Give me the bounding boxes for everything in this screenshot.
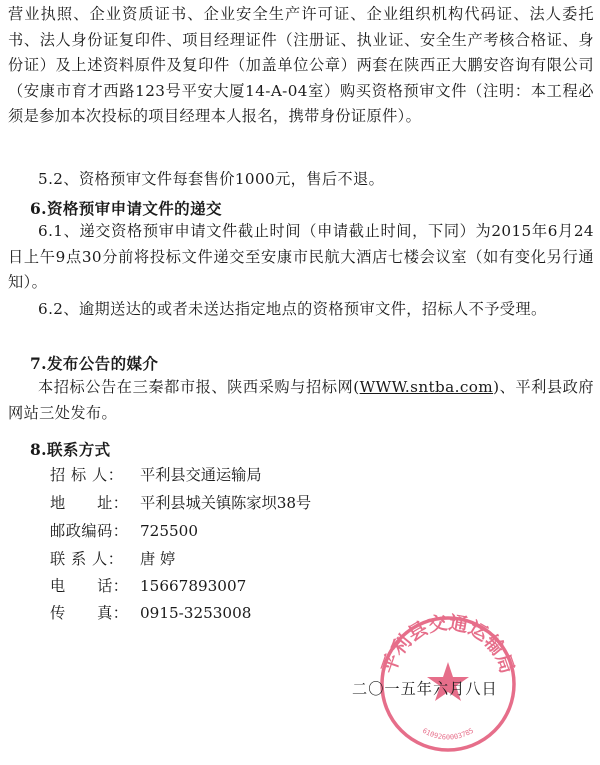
item-6-1: 6.1、递交资格预审申请文件截止时间（申请截止时间，下同）为2015年6月24日上午9点30分前将投标文件递交至安康市民航大酒店七楼会议室（如有变化另行通知）。 [8, 222, 594, 291]
contact-value: 15667893007 [140, 577, 247, 595]
contact-value: 平利县城关镇陈家坝38号 [140, 494, 312, 512]
media-paragraph [8, 375, 594, 426]
section-6-heading: 6.资格预审申请文件的递交 [30, 199, 222, 218]
contact-label: 联 系 人： [50, 550, 124, 568]
contact-label: 传 真： [50, 604, 129, 622]
contact-value: 0915-3253008 [140, 604, 252, 622]
item-6-2: 6.2、逾期送达的或者未送达指定地点的资格预审文件，招标人不予受理。 [38, 300, 547, 318]
section-8-heading: 8.联系方式 [30, 440, 111, 459]
contact-label: 邮政编码： [50, 522, 129, 540]
media-text-before: 本招标公告在三秦都市报、陕西采购与招标网( [38, 378, 360, 396]
issue-date: 二〇一五年六月八日 [352, 680, 498, 698]
qualification-materials-paragraph: 营业执照、企业资质证书、企业安全生产许可证、企业组织机构代码证、法人委托书、法人身份证复印件、项目经理证件（注册证、执业证、安全生产考核合格证、身份证）及上述资料原件及复印件（加盖单位公章）两套在陕西正大鹏安咨询有限公司（安康市育才西路123号平安大厦14-A-04室）购买资格预审文件（注明：本工程必须是参加本次投标的项目经理本人报名，携带身份证原件）。 [8, 5, 594, 125]
contact-row-phone [50, 573, 246, 599]
seal-text-path: 平利县交通运输局 [377, 611, 519, 677]
contact-row-contact-person [50, 546, 175, 572]
section-7-heading: 7.发布公告的媒介 [30, 354, 159, 373]
contact-row-address [50, 490, 311, 516]
contact-label: 电 话： [50, 577, 129, 595]
item-5-2: 5.2、资格预审文件每套售价1000元，售后不退。 [38, 170, 385, 188]
seal-number-path: 6109260003785 [420, 726, 476, 742]
contact-value: 725500 [140, 522, 198, 540]
contact-label: 招 标 人： [50, 466, 124, 484]
contact-row-fax [50, 600, 251, 626]
contact-value: 唐 婷 [140, 550, 176, 568]
contact-row-postcode [50, 518, 198, 544]
seal-number [421, 727, 475, 742]
media-text-after: )、平利县政府网站三处发布。 [8, 378, 595, 422]
website-link[interactable]: WWW.sntba.com [359, 378, 494, 396]
contact-row-tenderer [50, 462, 262, 488]
contact-value: 平利县交通运输局 [140, 466, 262, 484]
contact-label: 地 址： [50, 494, 129, 512]
